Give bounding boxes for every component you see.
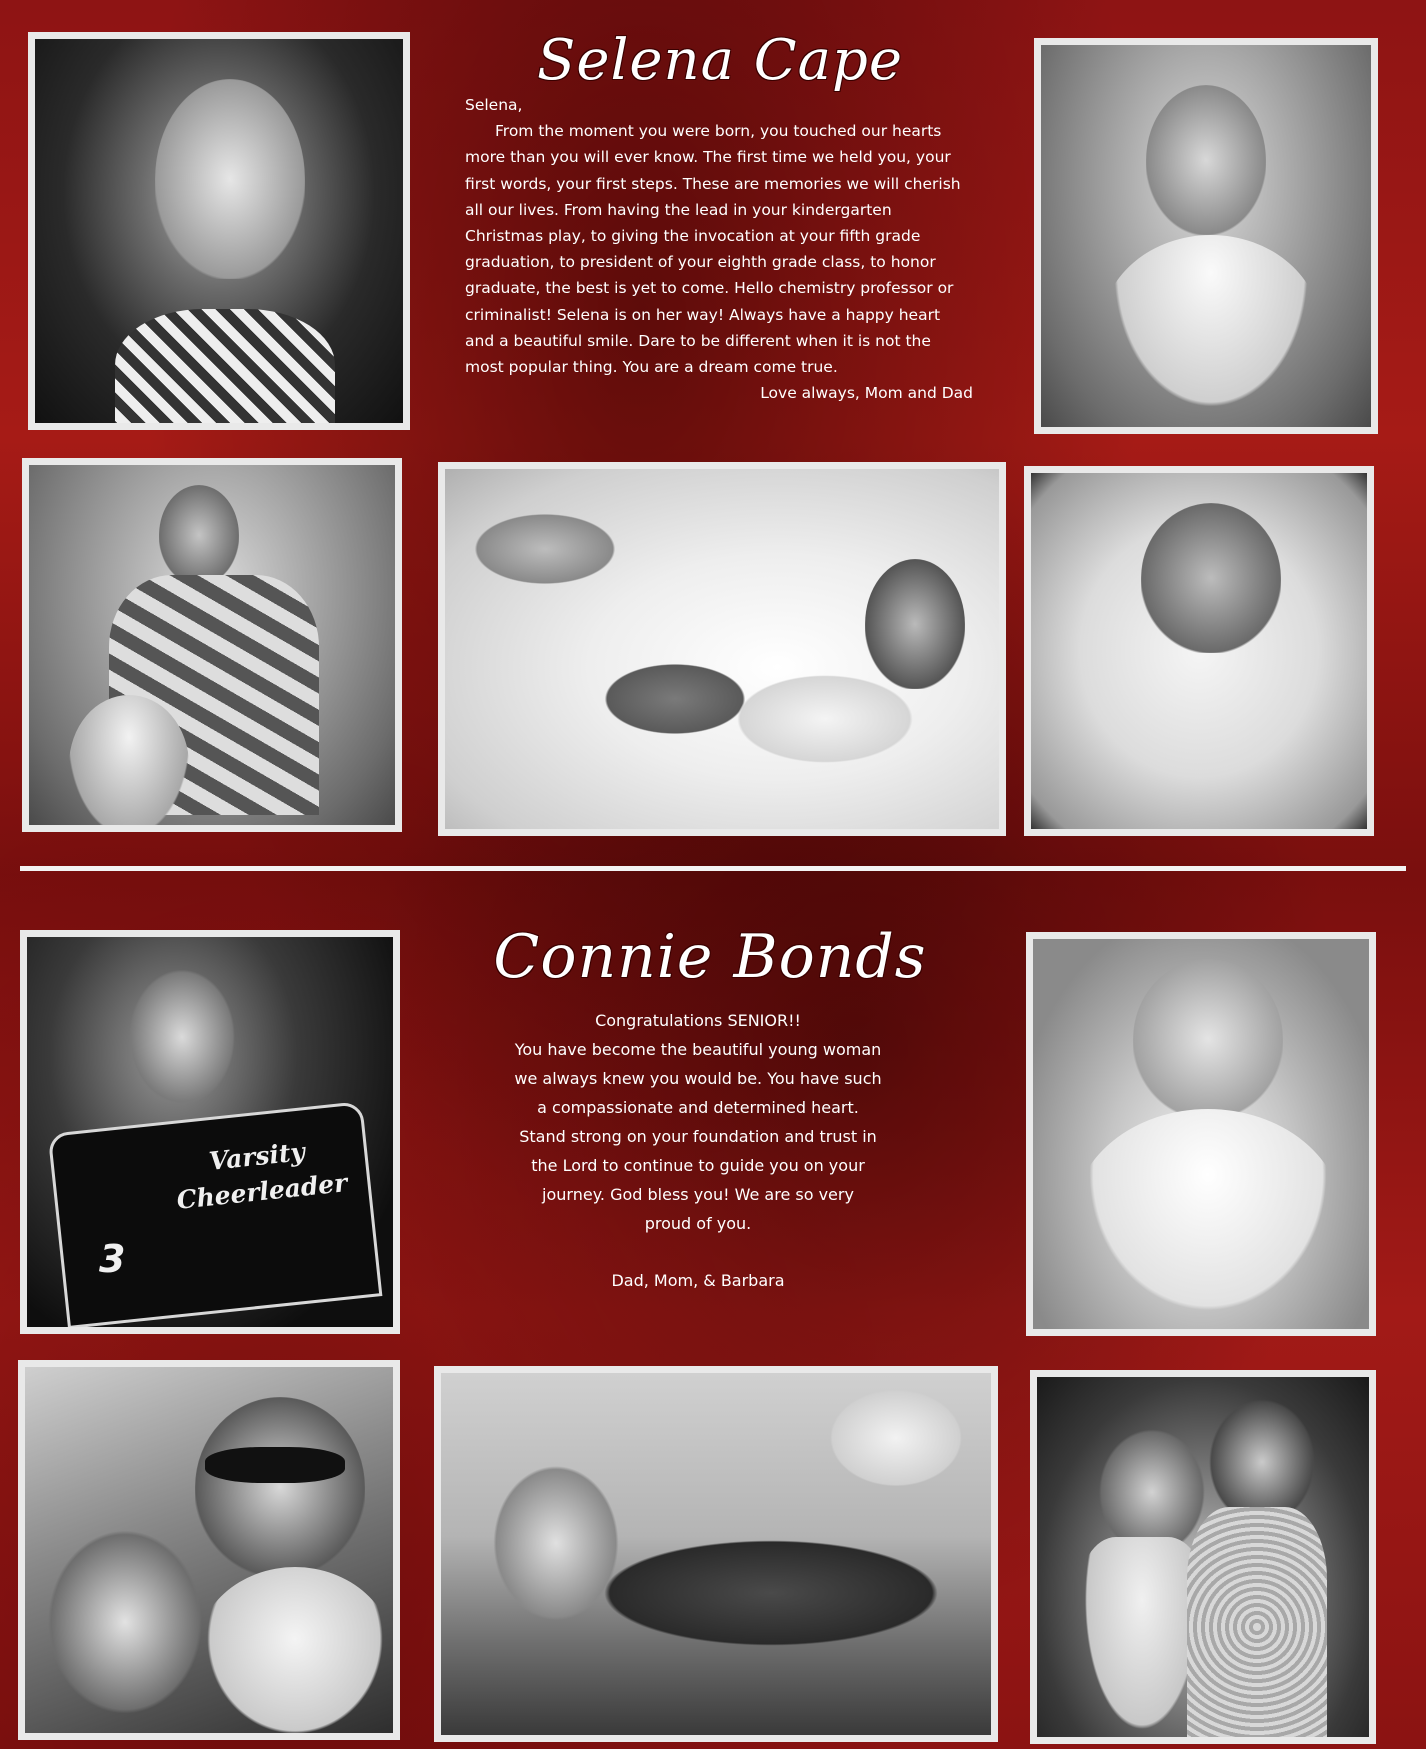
photo-selena-baby [1024,466,1374,836]
section2-line-7: proud of you. [644,1214,752,1233]
section2-line-4: Stand strong on your foundation and trust in [519,1127,877,1146]
section2-line-0: Congratulations SENIOR!! [595,1011,801,1030]
photo-selena-formal [1034,38,1378,434]
section2-letter [448,1006,948,1295]
section1-letter [465,92,973,406]
section1-name: Selena Cape [536,28,904,93]
photo-selena-portrait [28,32,410,430]
section2-line-6: journey. God bless you! We are so very [542,1185,854,1204]
section2-signature: Dad, Mom, & Barbara [611,1271,785,1290]
jersey-number: 3 [99,1237,126,1281]
jacket-text-cheerleader: Cheerleader [175,1168,349,1215]
section1-signature: Love always, Mom and Dad [760,384,973,403]
section1-greeting: Selena, [465,96,523,114]
photo-connie-with-friend-headsets [18,1360,400,1740]
section2-line-2: we always knew you would be. You have such [514,1069,882,1088]
photo-connie-lying-on-grass [434,1366,998,1742]
photo-selena-karate-with-dad [22,458,402,832]
jacket-text-varsity: Varsity [207,1137,307,1176]
photo-connie-cheerleader [20,930,400,1334]
section2-line-1: You have become the beautiful young woman [514,1040,882,1059]
section2-name: Connie Bonds [493,922,927,992]
photo-connie-with-mother [1030,1370,1376,1744]
section2-line-3: a compassionate and determined heart. [537,1098,859,1117]
photo-connie-baby [1026,932,1376,1336]
photo-selena-lying-down [438,462,1006,836]
section-divider [20,866,1406,871]
section2-line-5: the Lord to continue to guide you on your [531,1156,865,1175]
section1-body: From the moment you were born, you touched our hearts more than you will ever know. The first time we held you, your first words, your first steps. These are memories we will cherish all our lives. From having the lead in your kindergarten Christmas play, to giving the invocation at your fifth grade graduation, to president of your eighth grade class, to honor graduate, the best is yet to come. Hello chemistry professor or criminalist! Selena is on her way! Always have a happy heart and a beautiful smile. Dare to be different when it is not the most popular thing. You are a dream come true. [465,122,961,377]
